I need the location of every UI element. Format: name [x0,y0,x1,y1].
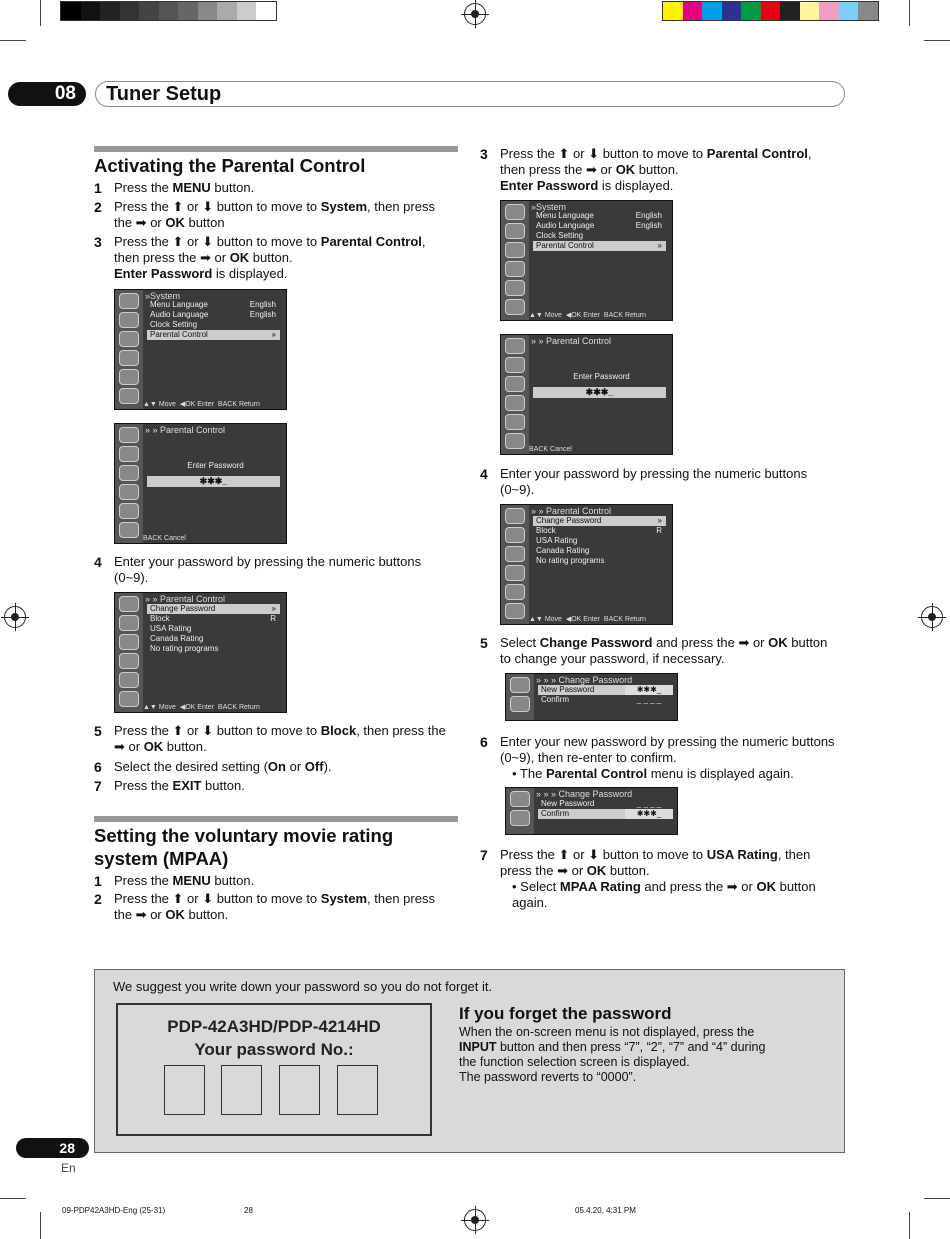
step-2: 2 Press the ⬆ or ⬇ button to move to System, then press the ➡ or OK button [94,199,435,230]
color-swatch [198,2,218,20]
slug-page: 28 [244,1206,253,1215]
section-title-parental: Activating the Parental Control [94,155,366,176]
step-6-right: 6 Enter your new password by pressing the numeric buttons (0~9), then re-enter to confirm. • The Parental Control menu is displayed again. [480,734,835,781]
color-swatch [139,2,159,20]
gray-color-bar [60,1,277,21]
slug-filename: 09-PDP42A3HD-Eng (25-31) [62,1206,166,1215]
step-5-right: 5 Select Change Password and press the ➡ or OK button to change your password, if necessary. [480,635,828,666]
color-swatch [663,2,683,20]
chapter-title: Tuner Setup [95,81,845,107]
color-swatch [159,2,179,20]
password-digit-box [164,1065,205,1115]
step-2-mpaa: 2 Press the ⬆ or ⬇ button to move to System, then press the ➡ or OK button. [94,891,435,922]
step-4-right: 4 Enter your password by pressing the numeric buttons (0~9). [480,466,808,497]
section-rule [94,816,458,822]
page-number: 28 [16,1138,89,1158]
color-calibration-bar [662,1,879,21]
password-digit-box [279,1065,320,1115]
color-swatch [800,2,820,20]
step-6: 6 Select the desired setting (On or Off). [94,759,332,775]
note-suggestion: We suggest you write down your password so you do not forget it. [113,979,493,994]
color-swatch [217,2,237,20]
step-7-right: 7 Press the ⬆ or ⬇ button to move to USA Rating, then press the ➡ or OK button. • Select MPAA Rating and press the ➡ or OK button again. [480,847,816,910]
forget-password-title: If you forget the password [459,1004,672,1023]
password-digit-box [221,1065,262,1115]
language-label: En [61,1161,76,1175]
registration-mark-left [4,606,26,628]
password-digit-box [337,1065,378,1115]
forget-password-text: When the on-screen menu is not displayed, press the INPUT button and then press “7”, “2”, “7” and “4” during the function selection screen is displayed. The password reverts to “0000”. [459,1025,766,1084]
color-swatch [120,2,140,20]
registration-mark-bottom [464,1209,486,1231]
color-swatch [780,2,800,20]
color-swatch [858,2,878,20]
chapter-number: 08 [8,82,86,106]
color-swatch [81,2,101,20]
color-swatch [761,2,781,20]
slug-date: 05.4.20, 4:31 PM [575,1206,636,1215]
step-3-right: 3 Press the ⬆ or ⬇ button to move to Parental Control, then press the ➡ or OK button. Enter Password is displayed. [480,146,812,193]
osd-system-menu: »System Menu Language English Audio Language English Clock Setting Parental Control » ▲▼ Move ◀OK Enter BACK Return [500,200,673,321]
color-swatch [61,2,81,20]
osd-system-menu: »System Menu Language English Audio Language English Clock Setting Parental Control » ▲▼ Move ◀OK Enter BACK Return [114,289,287,410]
color-swatch [178,2,198,20]
osd-change-password-confirm: » » » Change Password New Password Confirm _ _ _ _ ✱✱✱_ [505,787,678,835]
color-swatch [683,2,703,20]
step-3: 3 Press the ⬆ or ⬇ button to move to Parental Control, then press the ➡ or OK button. Enter Password is displayed. [94,234,426,281]
color-swatch [237,2,257,20]
osd-parental-menu: » » Parental Control Change Password » Block R USA Rating Canada Rating No rating programs ▲▼ Move ◀OK Enter BACK Return [114,592,287,713]
osd-enter-password: » » Parental Control Enter Password ✱✱✱_ BACK Cancel [500,334,673,455]
osd-parental-menu: » » Parental Control Change Password » Block R USA Rating Canada Rating No rating programs ▲▼ Move ◀OK Enter BACK Return [500,504,673,625]
color-swatch [702,2,722,20]
color-swatch [819,2,839,20]
step-1-mpaa: 1 Press the MENU button. [94,873,255,889]
registration-mark-top [464,3,486,25]
section-rule [94,146,458,152]
registration-mark-right [921,606,943,628]
step-1: 1 Press the MENU button. [94,180,255,196]
color-swatch [839,2,859,20]
color-swatch [100,2,120,20]
color-swatch [722,2,742,20]
color-swatch [256,2,276,20]
step-7: 7 Press the EXIT button. [94,778,245,794]
osd-enter-password: » » Parental Control Enter Password ✱✱✱_ BACK Cancel [114,423,287,544]
osd-change-password-new: » » » Change Password New Password Confirm ✱✱✱_ _ _ _ _ [505,673,678,721]
step-5: 5 Press the ⬆ or ⬇ button to move to Block, then press the ➡ or OK button. [94,723,446,754]
step-4: 4 Enter your password by pressing the numeric buttons (0~9). [94,554,422,585]
section-title-mpaa: Setting the voluntary movie rating system (MPAA) [94,825,394,869]
password-card: PDP-42A3HD/PDP-4214HD Your password No.: [116,1003,432,1136]
color-swatch [741,2,761,20]
